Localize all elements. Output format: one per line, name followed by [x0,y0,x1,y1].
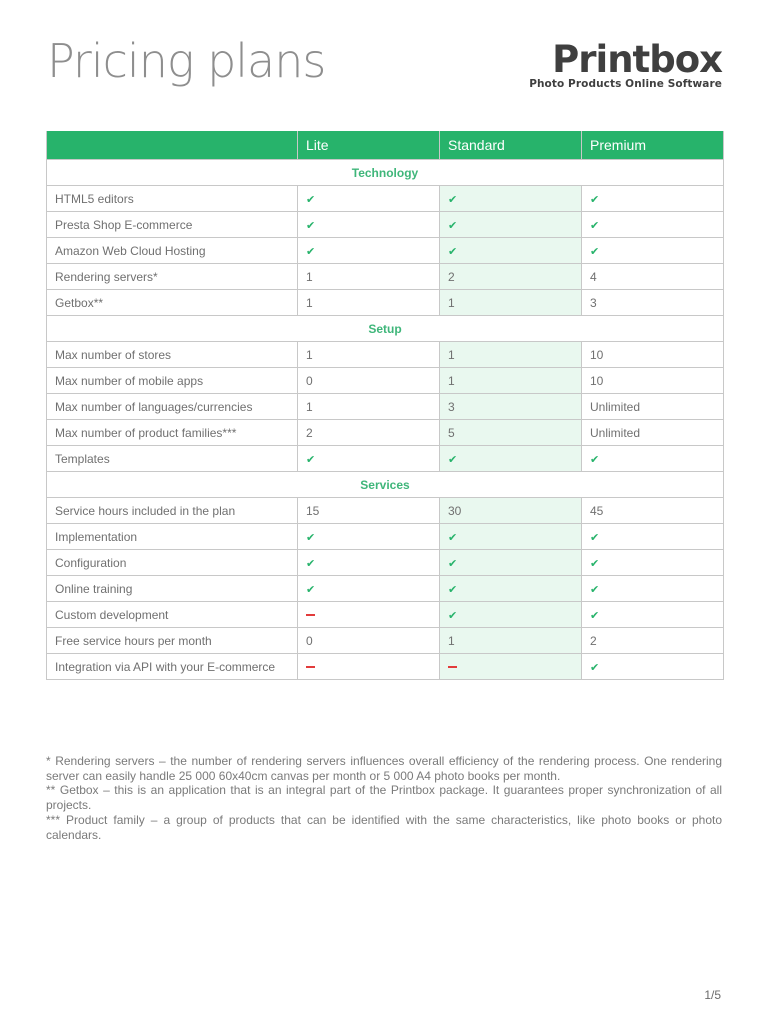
pricing-table-body [47,160,724,680]
section-heading: Services [47,472,724,498]
cell-premium [582,238,724,264]
cell-lite [298,524,440,550]
dash-icon [306,614,315,616]
cell-premium [582,524,724,550]
check-icon: ✔ [306,453,316,466]
cell-premium: Unlimited [582,394,724,420]
check-icon: ✔ [590,661,600,674]
cell-premium [582,576,724,602]
cell-lite: 2 [298,420,440,446]
table-row [47,264,724,290]
cell-premium: 4 [582,264,724,290]
table-row [47,394,724,420]
cell-lite: 1 [298,342,440,368]
cell-standard [440,186,582,212]
check-icon: ✔ [306,557,316,570]
logo-wordmark: Printbox [552,38,722,81]
check-icon: ✔ [306,583,316,596]
cell-lite [298,446,440,472]
table-row [47,498,724,524]
table-row [47,446,724,472]
table-row [47,628,724,654]
cell-standard: 1 [440,368,582,394]
table-row [47,342,724,368]
feature-label: Max number of mobile apps [47,368,298,394]
feature-label: Online training [47,576,298,602]
cell-premium: 10 [582,368,724,394]
check-icon: ✔ [448,557,458,570]
page-title: Pricing plans [47,34,326,88]
cell-lite [298,238,440,264]
cell-premium [582,186,724,212]
cell-lite: 1 [298,394,440,420]
feature-label: Implementation [47,524,298,550]
cell-premium [582,550,724,576]
table-row [47,290,724,316]
check-icon: ✔ [590,557,600,570]
cell-lite: 0 [298,368,440,394]
footnote-rendering-servers: * Rendering servers – the number of rendering servers influences overall efficiency of the rendering process. One rendering server can easily handle 25 000 60x40cm canvas per month or 5 000 A4 photo books per month. [46,754,722,783]
check-icon: ✔ [448,193,458,206]
check-icon: ✔ [306,245,316,258]
cell-premium [582,446,724,472]
check-icon: ✔ [306,193,316,206]
cell-standard: 5 [440,420,582,446]
cell-standard [440,524,582,550]
check-icon: ✔ [448,609,458,622]
table-row [47,368,724,394]
feature-label: Amazon Web Cloud Hosting [47,238,298,264]
cell-standard: 30 [440,498,582,524]
cell-standard [440,446,582,472]
footnote-getbox: ** Getbox – this is an application that is an integral part of the Printbox package. It guarantees proper synchronization of all projects. [46,783,722,813]
cell-premium: 2 [582,628,724,654]
check-icon: ✔ [306,219,316,232]
check-icon: ✔ [448,453,458,466]
check-icon: ✔ [590,531,600,544]
page-number: 1/5 [704,988,721,1002]
cell-standard: 1 [440,628,582,654]
section-heading: Technology [47,160,724,186]
check-icon: ✔ [590,583,600,596]
printbox-logo [529,40,722,90]
cell-premium: Unlimited [582,420,724,446]
footnote-product-family: *** Product family – a group of products that can be identified with the same characteristics, like photo books or photo calendars. [46,812,722,842]
check-icon: ✔ [448,245,458,258]
cell-premium: 3 [582,290,724,316]
feature-label: Free service hours per month [47,628,298,654]
feature-label: Service hours included in the plan [47,498,298,524]
cell-standard [440,576,582,602]
cell-premium [582,602,724,628]
feature-label: Integration via API with your E-commerce [47,654,298,680]
cell-premium: 10 [582,342,724,368]
cell-lite: 1 [298,290,440,316]
feature-label: Max number of stores [47,342,298,368]
cell-lite: 0 [298,628,440,654]
feature-label: Max number of product families*** [47,420,298,446]
check-icon: ✔ [448,219,458,232]
section-row [47,472,724,498]
cell-standard: 2 [440,264,582,290]
check-icon: ✔ [448,583,458,596]
table-row [47,186,724,212]
check-icon: ✔ [590,193,600,206]
cell-premium [582,212,724,238]
section-row [47,316,724,342]
header-blank [47,131,298,160]
header-premium: Premium [582,131,724,160]
cell-standard [440,654,582,680]
feature-label: Custom development [47,602,298,628]
cell-lite [298,550,440,576]
cell-standard: 1 [440,290,582,316]
check-icon: ✔ [590,609,600,622]
cell-premium [582,654,724,680]
cell-lite [298,654,440,680]
cell-standard: 3 [440,394,582,420]
feature-label: Configuration [47,550,298,576]
feature-label: Presta Shop E-commerce [47,212,298,238]
cell-lite: 15 [298,498,440,524]
table-row [47,238,724,264]
cell-lite [298,602,440,628]
dash-icon [306,666,315,668]
table-row [47,212,724,238]
table-row [47,524,724,550]
cell-lite [298,576,440,602]
check-icon: ✔ [448,531,458,544]
table-row [47,576,724,602]
logo-tagline: Photo Products Online Software [529,78,722,90]
cell-lite: 1 [298,264,440,290]
check-icon: ✔ [590,219,600,232]
table-row [47,602,724,628]
table-row [47,550,724,576]
cell-lite [298,186,440,212]
footnotes [46,754,722,842]
header-standard: Standard [440,131,582,160]
section-heading: Setup [47,316,724,342]
check-icon: ✔ [590,453,600,466]
cell-standard [440,238,582,264]
dash-icon [448,666,457,668]
feature-label: Max number of languages/currencies [47,394,298,420]
check-icon: ✔ [590,245,600,258]
pricing-table [46,131,724,680]
cell-standard [440,212,582,238]
cell-standard [440,550,582,576]
feature-label: Templates [47,446,298,472]
feature-label: Getbox** [47,290,298,316]
check-icon: ✔ [306,531,316,544]
cell-lite [298,212,440,238]
section-row [47,160,724,186]
feature-label: HTML5 editors [47,186,298,212]
table-row [47,420,724,446]
header-lite: Lite [298,131,440,160]
cell-premium: 45 [582,498,724,524]
feature-label: Rendering servers* [47,264,298,290]
table-header-row [47,131,724,160]
table-row [47,654,724,680]
cell-standard: 1 [440,342,582,368]
cell-standard [440,602,582,628]
